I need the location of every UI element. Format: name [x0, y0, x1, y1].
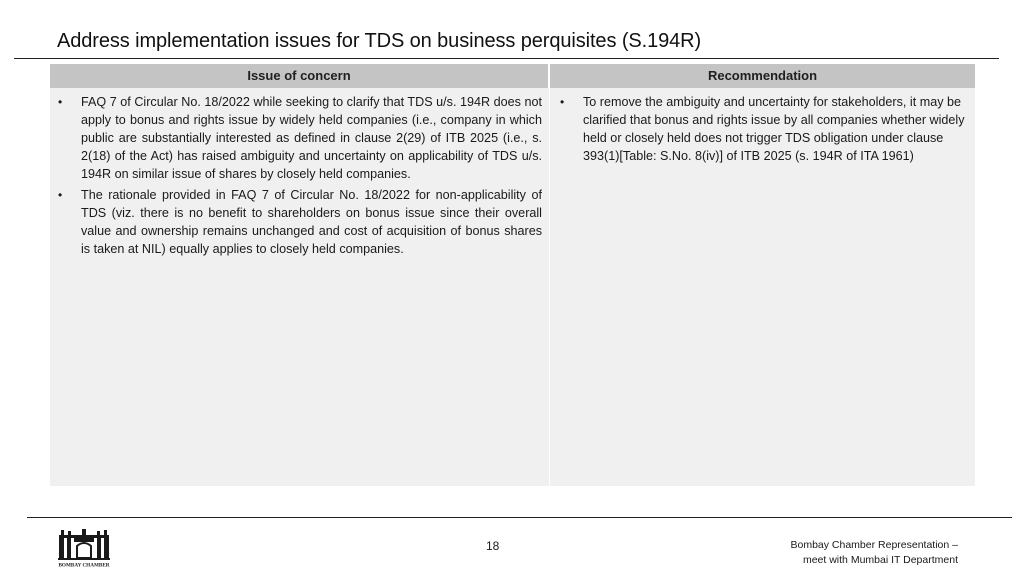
bullet-icon: •: [58, 188, 63, 202]
bombay-chamber-logo-icon: [57, 528, 111, 568]
recommendation-item: [558, 93, 968, 165]
footer-divider: [27, 517, 1012, 518]
title-divider: [14, 58, 999, 59]
footer-caption: [790, 538, 958, 568]
issue-item: [56, 93, 542, 183]
recommendation-column-header: Recommendation: [550, 64, 975, 88]
issue-item: [56, 186, 542, 258]
issue-text: The rationale provided in FAQ 7 of Circular No. 18/2022 for non-applicability of TDS (viz. there is no benefit to shareholders on bonus issue since their overall value and ownership remains unchanged and cost of acquisition of bonus shares is taken at NIL) equally applies to closely held companies.: [81, 188, 542, 256]
page-number: 18: [486, 539, 500, 553]
recommendation-column: [550, 64, 975, 486]
recommendation-text: To remove the ambiguity and uncertainty for stakeholders, it may be clarified that bonus and rights issue by all companies whether widely held or closely held does not trigger TDS obligation under clause 393(1)[Table: S.No. 8(iv)] of ITB 2025 (s. 194R of ITA 1961): [583, 95, 965, 163]
issue-text: FAQ 7 of Circular No. 18/2022 while seeking to clarify that TDS u/s. 194R does not apply to bonus and rights issue by widely held companies (i.e., company in which public are substantially interested as defined in clause 2(29) of ITB 2025 (i.e., s. 2(18) of the Act) has raised ambiguity and uncertainty on applicability of TDS u/s. 194R on similar issue of shares by closely held companies.: [81, 95, 542, 181]
issues-table: [50, 64, 975, 486]
issue-list: [50, 88, 549, 258]
issue-column-header: Issue of concern: [50, 64, 549, 88]
bullet-icon: •: [58, 95, 63, 109]
footer-line-1: Bombay Chamber Representation –: [790, 539, 958, 551]
recommendation-list: [550, 88, 975, 165]
slide-title: Address implementation issues for TDS on business perquisites (S.194R): [57, 30, 702, 52]
logo-wordmark: BOMBAY CHAMBER: [58, 562, 110, 568]
footer-line-2: meet with Mumbai IT Department: [802, 554, 958, 566]
bullet-icon: •: [560, 95, 565, 109]
issue-column: [50, 64, 550, 486]
